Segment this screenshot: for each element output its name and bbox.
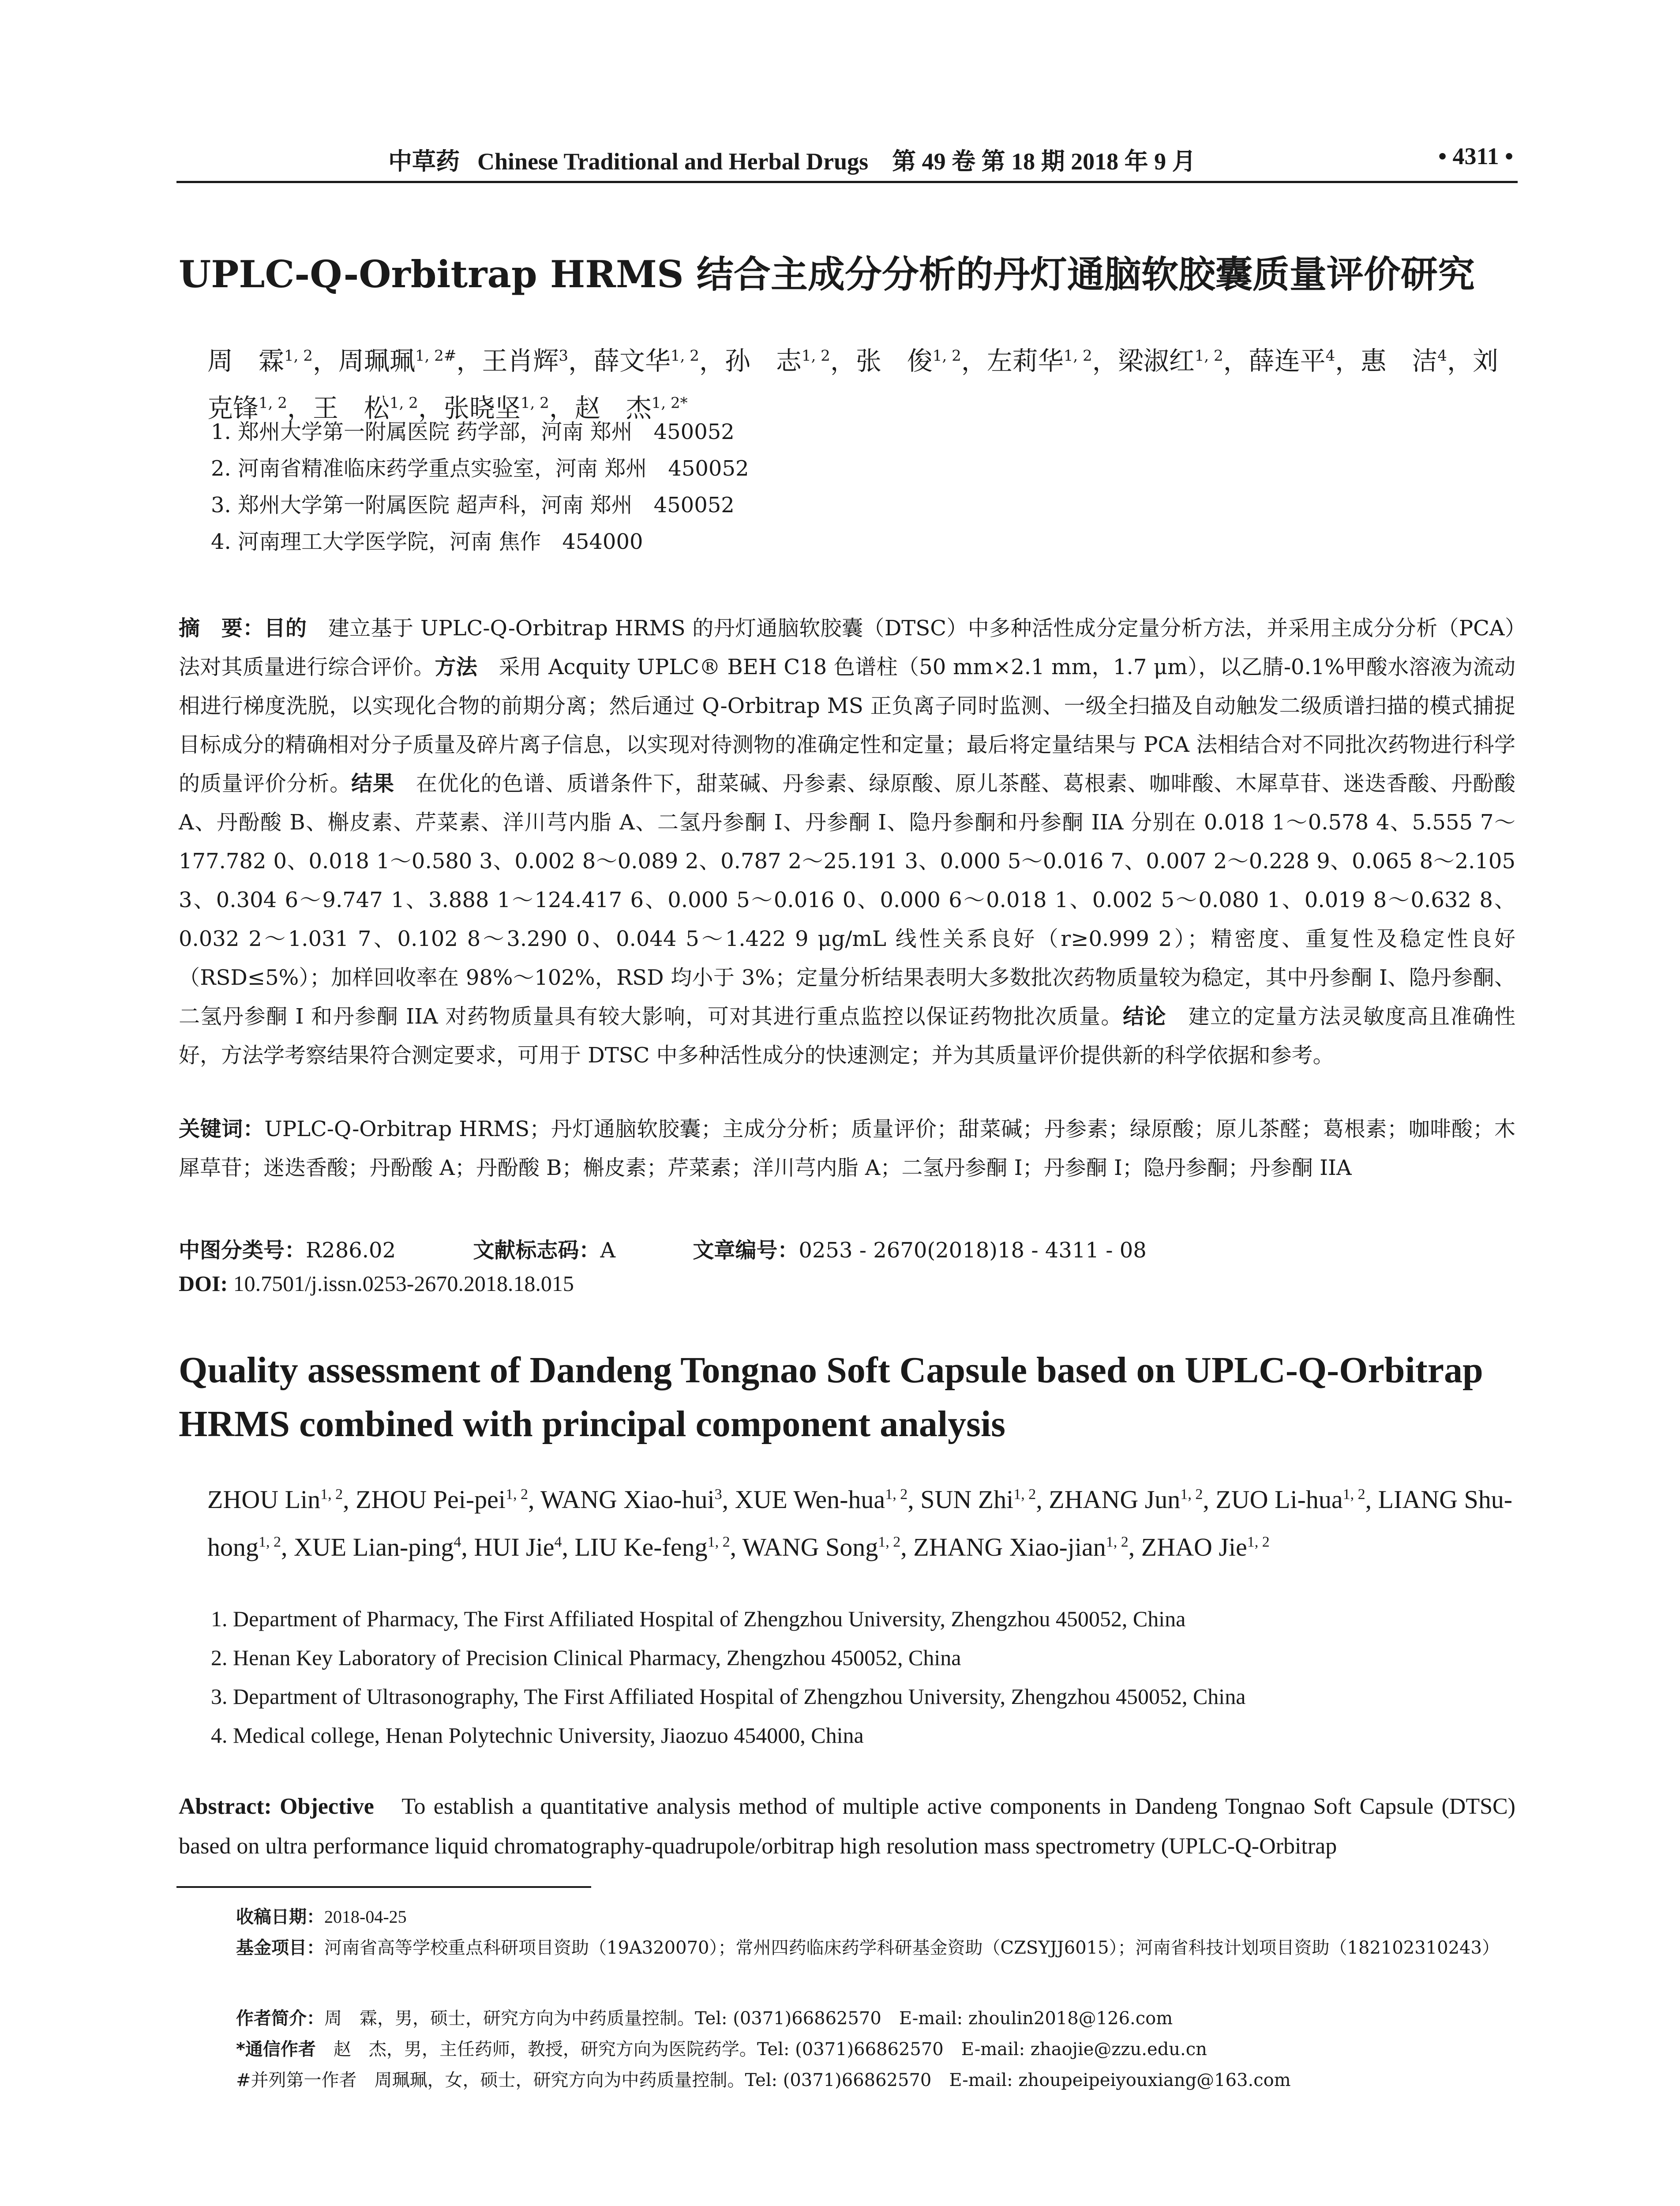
en-author <box>742 1533 901 1561</box>
en-author <box>207 1485 343 1514</box>
author-affiliation-marker: 1, 2 <box>932 347 961 365</box>
article-number <box>693 1238 1146 1263</box>
keywords-cn <box>179 1110 1515 1187</box>
en-author <box>1141 1533 1270 1561</box>
abstract-en <box>179 1787 1515 1866</box>
article-value: 0253 - 2670(2018)18 - 4311 - 08 <box>799 1238 1147 1263</box>
author-name: WANG Song <box>742 1532 878 1561</box>
footnote-received <box>236 1904 1515 1930</box>
received-date: 2018-04-25 <box>324 1907 407 1927</box>
author-affiliation-marker: 1, 2 <box>878 1534 901 1550</box>
author-name: 左莉华 <box>986 346 1064 376</box>
author-label: 作者简介： <box>236 2008 324 2029</box>
author-affiliation-marker: 1, 2 <box>506 1486 529 1503</box>
author-affiliation-marker: 1, 2 <box>259 394 287 412</box>
author-name: XUE Lian-ping <box>294 1532 454 1561</box>
abstract-en-text: To establish a quantitative analysis method of multiple active components in Dandeng Tongnao Soft Capsule (DTSC) based on ultra performance liquid chromatography-quadrupole/orbitrap high resolution mass spectrometry (UPLC-Q-Orbitrap <box>179 1794 1515 1859</box>
running-header <box>176 139 1518 183</box>
author-affiliation-marker: 4 <box>1437 347 1447 365</box>
en-author <box>356 1485 528 1514</box>
author-affiliation-marker: 1, 2 <box>1063 347 1092 365</box>
doi-line <box>179 1271 574 1296</box>
author-affiliation-marker: 1, 2 <box>671 347 699 365</box>
author-text: 周 霖，男，硕士，研究方向为中药质量控制。Tel: (0371)66862570 E-mail: zhoulin2018@126.com <box>324 2008 1173 2029</box>
author-affiliation-marker: 1, 2 <box>885 1486 908 1503</box>
author-name: 周 霖 <box>207 346 285 376</box>
results-label: 结果 <box>351 771 394 796</box>
corresponding-label: *通信作者 <box>236 2039 316 2060</box>
author-affiliation-marker: 1, 2 <box>1247 1534 1270 1550</box>
cn-author <box>482 346 568 376</box>
author-name: XUE Wen-hua <box>735 1485 885 1514</box>
author-affiliation-marker: 1, 2 <box>1106 1534 1129 1550</box>
cn-author <box>1361 346 1447 376</box>
author-affiliation-marker: 1, 2 <box>1013 1486 1036 1503</box>
en-author <box>913 1533 1129 1561</box>
en-author <box>735 1485 908 1514</box>
author-name: 张 俊 <box>855 346 933 376</box>
affiliation-en-4: 4. Medical college, Henan Polytechnic University, Jiaozuo 454000, China <box>211 1723 864 1748</box>
cn-author <box>725 346 830 376</box>
doi-value[interactable]: 10.7501/j.issn.0253-2670.2018.18.015 <box>233 1271 574 1296</box>
conclusion-label: 结论 <box>1122 1004 1166 1029</box>
author-affiliation-marker: 4 <box>554 1534 562 1550</box>
author-affiliation-marker: 1, 2 <box>259 1534 281 1550</box>
fund-text: 河南省高等学校重点科研项目资助（19A320070）；常州四药临床药学科研基金资助（CZSYJJ6015）；河南省科技计划项目资助（182102310243） <box>324 1938 1500 1958</box>
author-name: ZHANG Jun <box>1049 1485 1181 1514</box>
author-affiliation-marker: 1, 2 <box>1180 1486 1203 1503</box>
affiliation-cn-4: 4. 河南理工大学医学院，河南 焦作 454000 <box>211 529 643 554</box>
clc-label: 中图分类号： <box>179 1238 306 1263</box>
keywords-text: UPLC-Q-Orbitrap HRMS；丹灯通脑软胶囊；主成分分析；质量评价；甜菜碱；丹参素；绿原酸；原儿茶醛；葛根素；咖啡酸；木犀草苷；迷迭香酸；丹酚酸 A；丹酚酸 B；槲皮素；芹菜素；洋川芎内脂 A；二氢丹参酮 I；丹参酮 I；隐丹参酮；丹参酮 IIA <box>179 1117 1515 1180</box>
author-affiliation-marker: 1, 2 <box>1194 347 1223 365</box>
journal-line <box>388 143 1196 176</box>
affiliation-cn-1: 1. 郑州大学第一附属医院 药学部，河南 郑州 450052 <box>211 420 735 444</box>
author-name: 赵 杰 <box>574 393 652 423</box>
author-affiliation-marker: 1, 2 <box>320 1486 343 1503</box>
fund-label: 基金项目： <box>236 1938 324 1958</box>
footnote-fund <box>236 1935 1515 1961</box>
cn-author <box>987 346 1092 376</box>
author-affiliation-marker: 4 <box>1325 347 1335 365</box>
en-author <box>574 1533 730 1561</box>
affiliation-en-3: 3. Department of Ultrasonography, The First Affiliated Hospital of Zhengzhou University, Zhengzhou 450052, China <box>211 1684 1246 1709</box>
author-name: SUN Zhi <box>920 1485 1014 1514</box>
cn-author <box>338 346 456 376</box>
title-en: Quality assessment of Dandeng Tongnao Soft Capsule based on UPLC-Q-Orbitrap HRMS combined with principal component analysis <box>179 1350 1483 1444</box>
affiliation-cn-2: 2. 河南省精准临床药学重点实验室，河南 郑州 450052 <box>211 456 749 481</box>
doc-label: 文献标志码： <box>473 1238 600 1263</box>
author-affiliation-marker: 1, 2 <box>284 347 313 365</box>
author-name: ZHANG Xiao-jian <box>913 1532 1106 1561</box>
clc-number <box>179 1238 396 1263</box>
author-name: 王 松 <box>312 393 390 423</box>
cn-author <box>207 346 313 376</box>
author-name: LIU Ke-feng <box>574 1532 708 1561</box>
author-name: HUI Jie <box>474 1532 555 1561</box>
doc-value: A <box>600 1238 616 1263</box>
author-name: 孙 志 <box>724 346 802 376</box>
methods-text: 采用 Acquity UPLC® BEH C18 色谱柱（50 mm×2.1 mm，1.7 μm），以乙腈-0.1%甲酸水溶液为流动相进行梯度洗脱，以实现化合物的前期分离；然后通过 Q-Orbitrap MS 正负离子同时监测、一级全扫描及自动触发二级质谱扫描的模式捕捉目标成分的精确相对分子质量及碎片离子信息，以实现对待测物的准确定性和定量；最后将定量结果与 PCA 法相结合对不同批次药物进行科学的质量评价分析。 <box>179 655 1515 796</box>
author-affiliation-marker: 1, 2 <box>801 347 830 365</box>
clc-value: R286.02 <box>306 1238 396 1263</box>
doi-label: DOI: <box>179 1271 228 1296</box>
footnote-author <box>236 2005 1515 2032</box>
author-name: ZHOU Lin <box>207 1485 321 1514</box>
author-affiliation-marker: 4 <box>454 1534 461 1550</box>
author-affiliation-marker: 1, 2 <box>389 394 418 412</box>
affiliation-en-2: 2. Henan Key Laboratory of Precision Clinical Pharmacy, Zhengzhou 450052, China <box>211 1645 961 1670</box>
cn-author <box>1249 346 1335 376</box>
objective-label: 目的 <box>264 616 307 641</box>
author-affiliation-marker: 3 <box>714 1486 722 1503</box>
author-name: LIANG Shu-hong <box>207 1485 1513 1561</box>
page-number: • 4311 • <box>1438 143 1513 169</box>
corresponding-text: 赵 杰，男，主任药师，教授，研究方向为医院药学。Tel: (0371)66862570 E-mail: zhaojie@zzu.edu.cn <box>315 2039 1207 2060</box>
abstract-label: 摘 要： <box>179 616 264 641</box>
author-name: 薛连平 <box>1249 346 1326 376</box>
title-cn: UPLC-Q-Orbitrap HRMS 结合主成分分析的丹灯通脑软胶囊质量评价研究 <box>179 252 1475 296</box>
author-affiliation-marker: 1, 2* <box>651 394 688 412</box>
authors-cn: 周 霖$^{1, 2}$，周珮珮$^{1, 2\#}$，王肖辉$^3$，薛文华$^{1, 2}$，孙 志$^{1, 2}$，张 俊$^{1, 2}$，左莉华$^{1, 2}$，梁淑红$^{1, 2}$，薛连平$^4$，惠 洁$^4$，刘克锋$^{1, 2}$，王 松$^{1, 2}$，张晓坚$^{1, 2}$，赵 杰$^{1, 2*}$ <box>207 346 1498 423</box>
document-code <box>473 1238 615 1263</box>
en-author <box>540 1485 722 1514</box>
authors-en: ZHOU Lin$^{1, 2}$, ZHOU Pei-pei$^{1, 2}$, WANG Xiao-hui$^3$, XUE Wen-hua$^{1, 2}$, SUN Zhi$^{1, 2}$, ZHANG Jun$^{1, 2}$, ZUO Li-hua$^{1, 2}$, LIANG Shu-hong$^{1, 2}$, XUE Lian-ping$^4$, HUI Jie$^4$, LIU Ke-feng$^{1, 2}$, WANG Song$^{1, 2}$, ZHANG Xiao-jian$^{1, 2}$, ZHAO Jie$^{1, 2}$ <box>207 1485 1513 1561</box>
journal-logo: 中草药 <box>388 147 460 175</box>
affiliation-en-1: 1. Department of Pharmacy, The First Affiliated Hospital of Zhengzhou University, Zhengzhou 450052, China <box>211 1606 1186 1631</box>
cn-author <box>594 346 699 376</box>
cn-author <box>1118 346 1223 376</box>
author-affiliation-marker: 3 <box>559 347 568 365</box>
abstract-en-label: Abstract: Objective <box>179 1794 374 1819</box>
author-affiliation-marker: 1, 2# <box>415 347 457 365</box>
author-name: 梁淑红 <box>1118 346 1195 376</box>
footnote-divider <box>176 1886 591 1888</box>
affiliation-cn-3: 3. 郑州大学第一附属医院 超声科，河南 郑州 450052 <box>211 493 735 518</box>
classification-line <box>179 1233 1217 1264</box>
en-author <box>920 1485 1036 1514</box>
author-name: 薛文华 <box>594 346 671 376</box>
abstract-cn <box>179 609 1515 1075</box>
author-name: ZHAO Jie <box>1141 1532 1247 1561</box>
author-name: WANG Xiao-hui <box>540 1485 715 1514</box>
en-author <box>1215 1485 1365 1514</box>
author-name: 张晓坚 <box>443 393 521 423</box>
author-name: 刘克锋 <box>207 346 1498 423</box>
journal-info: Chinese Traditional and Herbal Drugs 第 49 卷 第 18 期 2018 年 9 月 <box>477 148 1196 175</box>
author-name: 周珮珮 <box>338 346 415 376</box>
objective-text: 建立基于 UPLC-Q-Orbitrap HRMS 的丹灯通脑软胶囊（DTSC）中多种活性成分定量分析方法，并采用主成分分析（PCA）法对其质量进行综合评价。 <box>179 616 1515 679</box>
author-name: ZHOU Pei-pei <box>356 1485 506 1514</box>
conclusion-text: 建立的定量方法灵敏度高且准确性好，方法学考察结果符合测定要求，可用于 DTSC 中多种活性成分的快速测定；并为其质量评价提供新的科学依据和参考。 <box>179 1004 1515 1068</box>
en-author <box>1049 1485 1203 1514</box>
author-name: 惠 洁 <box>1361 346 1438 376</box>
cn-author <box>856 346 961 376</box>
author-name: ZUO Li-hua <box>1215 1485 1343 1514</box>
en-author <box>294 1533 461 1561</box>
keywords-label: 关键词： <box>179 1117 265 1141</box>
author-name: 王肖辉 <box>482 346 559 376</box>
methods-label: 方法 <box>435 655 478 679</box>
footnote-cofirst: #并列第一作者 周珮珮，女，硕士，研究方向为中药质量控制。Tel: (0371)66862570 E-mail: zhoupeipeiyouxiang@163.com <box>236 2070 1291 2090</box>
results-text: 在优化的色谱、质谱条件下，甜菜碱、丹参素、绿原酸、原儿茶醛、葛根素、咖啡酸、木犀草苷、迷迭香酸、丹酚酸 A、丹酚酸 B、槲皮素、芹菜素、洋川芎内脂 A、二氢丹参酮 I、丹参酮 I、隐丹参酮和丹参酮 IIA 分别在 0.018 1～0.578 4、5.555 7～177.782 0、0.018 1～0.580 3、0.002 8～0.089 2、0.787 2～25.191 3、0.000 5～0.016 7、0.007 2～0.228 9、0.065 8～2.105 3、0.304 6～9.747 1、3.888 1～124.417 6、0.000 5～0.016 0、0.000 6～0.018 1、0.002 5～0.080 1、0.019 8～0.632 8、0.032 2～1.031 7、0.102 8～3.290 0、0.044 5～1.422 9 μg/mL 线性关系良好（r≥0.999 2）；精密度、重复性及稳定性良好（RSD≤5%）；加样回收率在 98%～102%，RSD 均小于 3%；定量分析结果表明大多数批次药物质量较为稳定，其中丹参酮 I、隐丹参酮、二氢丹参酮 I 和丹参酮 IIA 对药物质量具有较大影响，可对其进行重点监控以保证药物批次质量。 <box>179 771 1515 1029</box>
author-affiliation-marker: 1, 2 <box>707 1534 730 1550</box>
en-author <box>474 1533 562 1561</box>
author-affiliation-marker: 1, 2 <box>520 394 549 412</box>
article-label: 文章编号： <box>693 1238 799 1263</box>
author-affiliation-marker: 1, 2 <box>1342 1486 1365 1503</box>
received-label: 收稿日期： <box>236 1907 324 1927</box>
footnote-corresponding <box>236 2036 1515 2063</box>
